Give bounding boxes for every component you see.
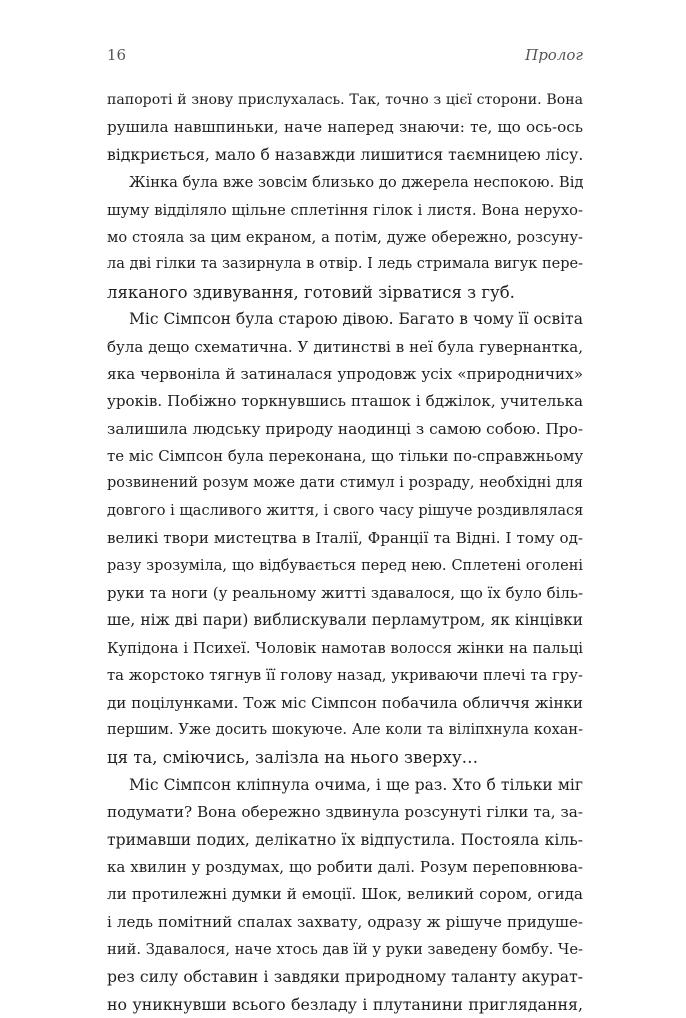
text-line: і ледь помітний спалах захвату, одразу ж рішуче придуше- <box>107 912 583 931</box>
text-line: ди поцілунками. Тож міс Сімпсон побачила обличчя жінки <box>107 693 583 712</box>
text-line: подумати? Вона обережно здвинула розсунуті гілки та, за- <box>107 803 583 822</box>
text-line: ше, ніж дві пари) виблискували перламутром, як кінцівки <box>107 611 583 630</box>
text-line: уроків. Побіжно торкнувшись пташок і бджілок, учителька <box>107 392 583 411</box>
text-line: Міс Сімпсон кліпнула очима, і ще раз. Хто б тільки міг <box>129 775 583 794</box>
text-line: тримавши подих, делікатно їх відпустила. Постояла кіль- <box>107 830 583 849</box>
text-line: ла дві гілки та зазирнула в отвір. І ледь стримала вигук пере- <box>107 256 583 273</box>
text-line: великі твори мистецтва в Італії, Франції та Відні. І тому од- <box>107 529 583 548</box>
text-line: Міс Сімпсон була старою дівою. Багато в чому її освіта <box>129 310 583 329</box>
text-line: ляканого здивування, готовий зірватися з губ. <box>107 282 515 302</box>
page-number: 16 <box>107 46 127 64</box>
text-line: Купідона і Психеї. Чоловік намотав волосся жінки на пальці <box>107 639 583 657</box>
text-line: шуму відділяло щільне сплетіння гілок і листя. Вона нерухо- <box>107 201 583 219</box>
text-line: яка червоніла й затиналася упродовж усіх «природничих» <box>107 364 583 383</box>
text-line: першим. Уже досить шокуюче. Але коли та віліпхнула кохан- <box>107 721 583 738</box>
text-line: та жорстоко тягнув її голову назад, укриваючи плечі та гру- <box>107 667 583 685</box>
text-line: но уникнувши всього безладу і плутанини приглядання, <box>107 994 583 1014</box>
body-text <box>107 87 583 1018</box>
text-line: залишила людську природу наодинці з самою собою. Про- <box>107 419 583 438</box>
text-line: Жінка була вже зовсім близько до джерела неспокою. Від <box>129 174 584 192</box>
text-line: довгого і щасливого життя, і свого часу рішуче роздивлялася <box>107 502 584 519</box>
text-line: була дещо схематична. У дитинстві в неї була гувернантка, <box>107 337 583 356</box>
text-line: руки та ноги (у реальному житті здавалося, що їх було біль- <box>107 584 583 603</box>
text-line: відкриється, мало б назавжди лишитися таємницею лісу. <box>107 145 584 164</box>
text-line: ця та, сміючись, залізла на нього зверху… <box>107 748 479 768</box>
text-line: мо стояла за цим екраном, а потім, дуже обережно, розсуну- <box>107 228 583 246</box>
text-line: разу зрозуміла, що відбувається перед нею. Сплетені оголені <box>107 557 583 574</box>
text-line: те міс Сімпсон була переконана, що тільки по-справжньому <box>107 447 584 466</box>
text-line: розвинений розум може дати стимул і розраду, необхідні для <box>107 475 583 492</box>
text-line: ка хвилин у роздумах, що робити далі. Розум переповнюва- <box>107 857 583 876</box>
text-line: ли протилежні думки й емоції. Шок, великий сором, огида <box>107 885 583 904</box>
text-line: ний. Здавалося, наче хтось дав їй у руки заведену бомбу. Че- <box>107 941 583 959</box>
text-line: рушила навшпиньки, наче наперед знаючи: те, що ось-ось <box>107 118 583 137</box>
text-line: папороті й знову прислухалась. Так, точно з цієї сторони. Вона <box>107 92 583 108</box>
text-line: рез силу обставин і завдяки природному таланту акурат- <box>107 967 583 986</box>
running-head: Пролог <box>525 46 583 64</box>
